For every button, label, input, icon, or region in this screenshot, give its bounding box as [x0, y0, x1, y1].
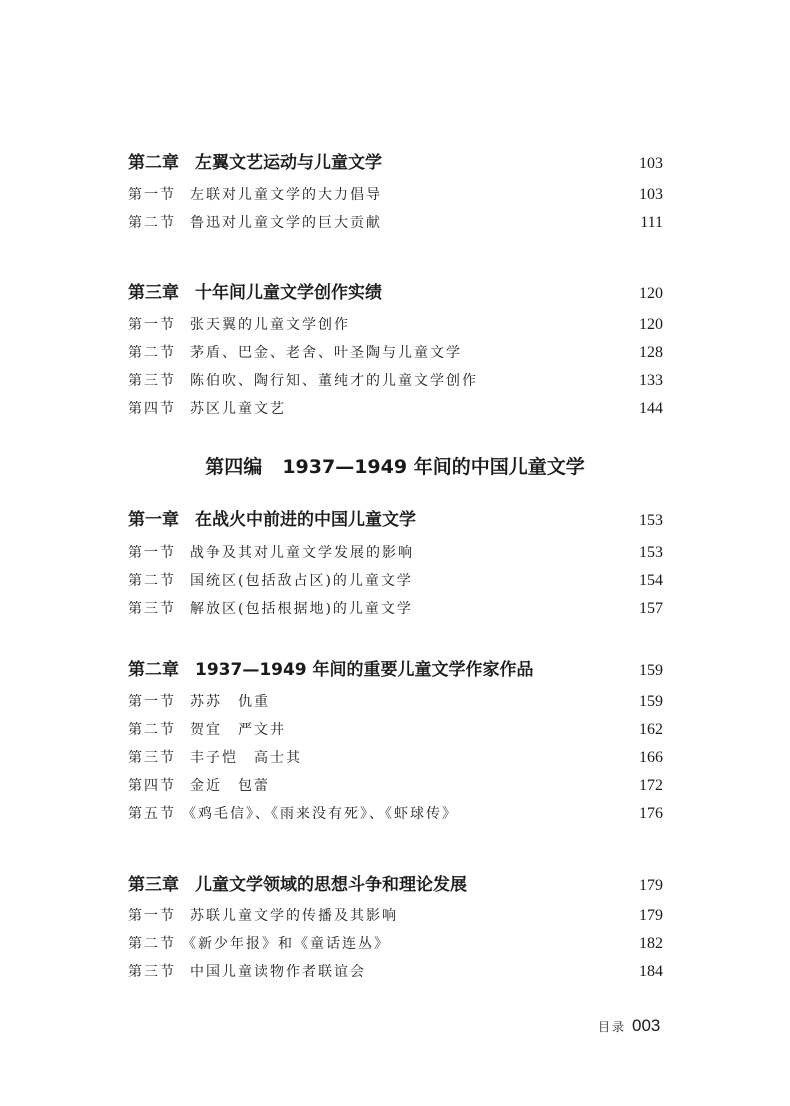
- section-page-number: 120: [639, 316, 663, 333]
- part-title: 1937—1949 年间的中国儿童文学: [282, 456, 585, 478]
- section-entry: [128, 542, 663, 562]
- section-title: 战争及其对儿童文学发展的影响: [190, 545, 414, 561]
- section-label: 第二节: [128, 936, 176, 952]
- chapter-page-number: 153: [639, 512, 663, 529]
- section-page-number: 172: [639, 777, 663, 794]
- section-page-number: 176: [639, 805, 663, 822]
- section-entry: [128, 961, 663, 981]
- chapter-heading: [128, 505, 663, 530]
- section-title: 陈伯吹、陶行知、董纯才的儿童文学创作: [190, 373, 478, 389]
- section-label: 第二节: [128, 345, 176, 361]
- section-page-number: 162: [639, 721, 663, 738]
- chapter-title: 左翼文艺运动与儿童文学: [195, 153, 382, 173]
- chapter-label: 第三章: [128, 283, 179, 303]
- section-entry: [128, 370, 663, 390]
- chapter-label: 第二章: [128, 660, 179, 680]
- chapter-label: 第三章: [128, 875, 179, 895]
- section-title: 苏苏 仇重: [190, 694, 270, 710]
- section-page-number: 103: [639, 186, 663, 203]
- section-entry: [128, 775, 663, 795]
- section-title: 贺宜 严文井: [190, 722, 286, 738]
- section-label: 第三节: [128, 964, 176, 980]
- section-label: 第三节: [128, 750, 176, 766]
- section-entry: [128, 691, 663, 711]
- footer-label: 目录: [598, 1020, 627, 1034]
- section-title: 中国儿童读物作者联谊会: [190, 964, 366, 980]
- chapter-label: 第二章: [128, 153, 179, 173]
- section-entry: [128, 398, 663, 418]
- chapter-heading: [128, 278, 663, 303]
- section-title: 丰子恺 高士其: [190, 750, 302, 766]
- page-footer: [598, 1016, 660, 1036]
- section-page-number: 144: [639, 400, 663, 417]
- chapter-title: 1937—1949 年间的重要儿童文学作家作品: [195, 660, 534, 680]
- section-title: 《新少年报》和《童话连丛》: [182, 936, 390, 952]
- section-label: 第一节: [128, 908, 176, 924]
- section-title: 张天翼的儿童文学创作: [190, 317, 350, 333]
- chapter-page-number: 159: [639, 662, 663, 679]
- section-entry: [128, 314, 663, 334]
- section-page-number: 128: [639, 344, 663, 361]
- section-title: 国统区(包括敌占区)的儿童文学: [190, 573, 413, 589]
- section-label: 第三节: [128, 373, 176, 389]
- part-label: 第四编: [205, 456, 263, 478]
- section-label: 第四节: [128, 778, 176, 794]
- section-page-number: 159: [639, 693, 663, 710]
- section-page-number: 153: [639, 544, 663, 561]
- section-entry: [128, 747, 663, 767]
- section-entry: [128, 212, 663, 232]
- chapter-heading: [128, 870, 663, 895]
- section-title: 金近 包蕾: [190, 778, 270, 794]
- section-entry: [128, 719, 663, 739]
- section-entry: [128, 803, 663, 823]
- section-title: 茅盾、巴金、老舍、叶圣陶与儿童文学: [190, 345, 462, 361]
- section-label: 第五节: [128, 806, 176, 822]
- section-label: 第一节: [128, 187, 176, 203]
- section-label: 第一节: [128, 694, 176, 710]
- section-label: 第二节: [128, 215, 176, 231]
- chapter-title: 在战火中前进的中国儿童文学: [195, 510, 416, 530]
- section-label: 第二节: [128, 722, 176, 738]
- section-entry: [128, 342, 663, 362]
- section-entry: [128, 905, 663, 925]
- section-title: 左联对儿童文学的大力倡导: [190, 187, 382, 203]
- chapter-label: 第一章: [128, 510, 179, 530]
- section-title: 解放区(包括根据地)的儿童文学: [190, 601, 413, 617]
- section-title: 鲁迅对儿童文学的巨大贡献: [190, 215, 382, 231]
- section-page-number: 184: [639, 963, 663, 980]
- part-heading: [0, 452, 790, 479]
- section-title: 《鸡毛信》、《雨来没有死》、《虾球传》: [182, 806, 458, 822]
- chapter-page-number: 179: [639, 877, 663, 894]
- section-page-number: 166: [639, 749, 663, 766]
- section-entry: [128, 933, 663, 953]
- chapter-title: 十年间儿童文学创作实绩: [195, 283, 382, 303]
- section-page-number: 182: [639, 935, 663, 952]
- section-entry: [128, 598, 663, 618]
- footer-page-number: 003: [632, 1016, 661, 1035]
- section-page-number: 111: [640, 214, 663, 231]
- section-entry: [128, 184, 663, 204]
- section-entry: [128, 570, 663, 590]
- section-title: 苏区儿童文艺: [190, 401, 286, 417]
- chapter-heading: [128, 148, 663, 173]
- section-page-number: 154: [639, 572, 663, 589]
- section-page-number: 157: [639, 600, 663, 617]
- section-label: 第一节: [128, 545, 176, 561]
- section-label: 第一节: [128, 317, 176, 333]
- chapter-heading: [128, 655, 663, 680]
- section-title: 苏联儿童文学的传播及其影响: [190, 908, 398, 924]
- section-page-number: 133: [639, 372, 663, 389]
- section-label: 第四节: [128, 401, 176, 417]
- chapter-page-number: 103: [639, 155, 663, 172]
- section-label: 第二节: [128, 573, 176, 589]
- chapter-page-number: 120: [639, 285, 663, 302]
- chapter-title: 儿童文学领域的思想斗争和理论发展: [195, 875, 467, 895]
- section-page-number: 179: [639, 907, 663, 924]
- section-label: 第三节: [128, 601, 176, 617]
